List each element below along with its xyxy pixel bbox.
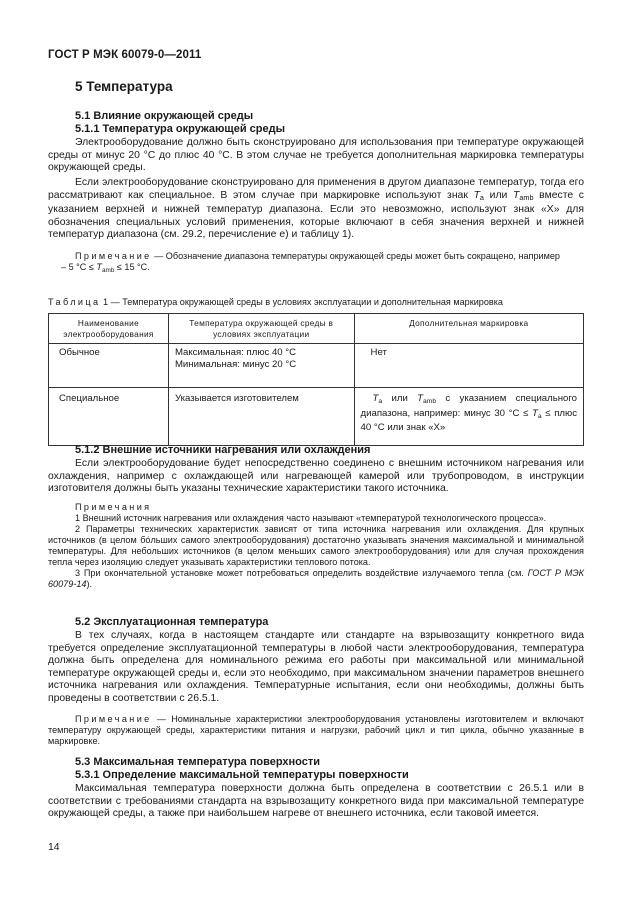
paragraph-5-1-1-b: Если электрооборудование сконструировано для применения в другом диапазоне температур, тогда его рассматривают как специальное. В этом случае при маркировке используют знак $T_a$ или $T_{amb}$ вместе с указанием верхней и нижней температур диапазона. Если это невозможно, используют знак «Х» для обозначения специальных условий применения, которые включают в себя значения верхней и нижней температур диапазона (см. 29.2, перечисление е) и таблицу 1). bbox=[48, 177, 584, 241]
table-1 bbox=[48, 313, 584, 446]
note-5-2: Примечание — Номинальные характеристики электрооборудования установлены изготовителем и включают температуру окружающей среды, характеристики питания и нагрузки, рабочий цикл и тип цикла, обычно указанные в маркировке. bbox=[48, 714, 584, 746]
section-5-1-2-title: 5.1.2 Внешние источники нагревания или охлаждения bbox=[75, 444, 371, 456]
table-row: Обычное Максимальная: плюс 40 °С Минимальная: минус 20 °С Нет bbox=[49, 344, 584, 388]
table-header-row bbox=[49, 314, 584, 344]
note-item: 2 Параметры технических характеристик зависят от типа источника нагревания или охлаждения. Для крупных источников (в целом бóльших самого электрооборудования) достаточно указывать значения максимальной и минимальной температуры. Для небольших источников (в целом меньших самого электрооборудования) или для случая прохождения тепла через изоляцию следует указывать характеристики теплового потока. bbox=[48, 524, 584, 567]
paragraph-5-1-1-a: Электрооборудование должно быть сконструировано для использования при температуре окружающей среды от минус 20 °С до плюс 40 °С. В этом случае не требуется дополнительная маркировка температуры окружающей среды. bbox=[48, 137, 584, 174]
section-5-2-title: 5.2 Эксплуатационная температура bbox=[75, 616, 269, 628]
table-col-ambient-temperature: Температура окружающей среды в условиях эксплуатации bbox=[168, 314, 354, 344]
section-5-title: 5 Температура bbox=[75, 79, 173, 94]
paragraph-5-1-2: Если электрооборудование будет непосредственно соединено с внешним источником нагревания или охлаждения, например с охлаждающей или нагревающей камерой или трубопроводом, в инструкции изготовителя должны быть указаны технические характеристики такого источника. bbox=[48, 458, 584, 495]
note-item: 1 Внешний источник нагревания или охлаждения часто называют «температурой технологического процесса». bbox=[75, 513, 547, 523]
running-header: ГОСТ Р МЭК 60079-0—2011 bbox=[48, 49, 202, 61]
table-col-equipment-name: Наименование электрооборудования bbox=[49, 314, 169, 344]
table-col-additional-marking: Дополнительная маркировка bbox=[354, 314, 583, 344]
notes-5-1-2: Примечания 1 Внешний источник нагревания или охлаждения часто называют «температурой технологического процесса». 2 Параметры технических характеристик зависят от типа источника нагревания или охлаждения. Для крупных источников (в целом бóльших самого электрооборудования) достаточно указывать значения максимальной и минимальной температуры. Для небольших источников (в целом меньших самого электрооборудования) или для случая прохождения тепла через изоляцию следует указывать характеристики теплового потока. 3 При окончательной установке может потребоваться определить воздействие излучаемого тепла (см. ГОСТ Р МЭК 60079-14). bbox=[48, 502, 584, 589]
table-1-caption: Таблица 1 — Температура окружающей среды в условиях эксплуатации и дополнительная маркировка bbox=[48, 297, 503, 307]
page-number: 14 bbox=[48, 842, 60, 853]
note-5-1-1-example: – 5 $^\circ С \le T_{amb} \le 15$ °С. bbox=[61, 262, 150, 274]
section-5-3-title: 5.3 Максимальная температура поверхности bbox=[75, 756, 320, 768]
paragraph-5-2: В тех случаях, когда в настоящем стандарте или стандарте на взрывозащиту конкретного вида требуется определение эксплуатационной температуры в любой части электрооборудования, температура должна быть определена для номинального режима его работы при максимальной или минимальной температуре окружающей среды и, если это необходимо, при максимальном значении параметров внешнего источника нагревания или охлаждения. Температурные испытания, если они необходимы, должны быть проведены в соответствии с 26.5.1. bbox=[48, 630, 584, 704]
section-5-3-1-title: 5.3.1 Определение максимальной температуры поверхности bbox=[75, 769, 409, 781]
section-5-1-1-title: 5.1.1 Температура окружающей среды bbox=[75, 123, 285, 135]
paragraph-5-3-1: Максимальная температура поверхности должна быть определена в соответствии с 26.5.1 или в соответствии с требованиями стандарта на взрывозащиту конкретного вида при максимальной температуре окружающей среды, а также при наибольшем нагреве от внешнего источника, если таковой имеется. bbox=[48, 783, 584, 820]
table-row: Специальное Указывается изготовителем $T_a$ или $T_{amb}$ с указанием специального диапазона, например: минус 30 $^\circ С \le T_a$ ≤ плюс 40 °С или знак «Х» bbox=[49, 388, 584, 446]
note-item: 3 При окончательной установке может потребоваться определить воздействие излучаемого тепла (см. ГОСТ Р МЭК 60079-14). bbox=[48, 568, 584, 589]
section-5-1-title: 5.1 Влияние окружающей среды bbox=[75, 110, 254, 122]
note-5-1-1: Примечание — Обозначение диапазона температуры окружающей среды может быть сокращено, например – 5 $^\circ С \le T_{amb} \le 15$ °С. bbox=[48, 251, 584, 276]
